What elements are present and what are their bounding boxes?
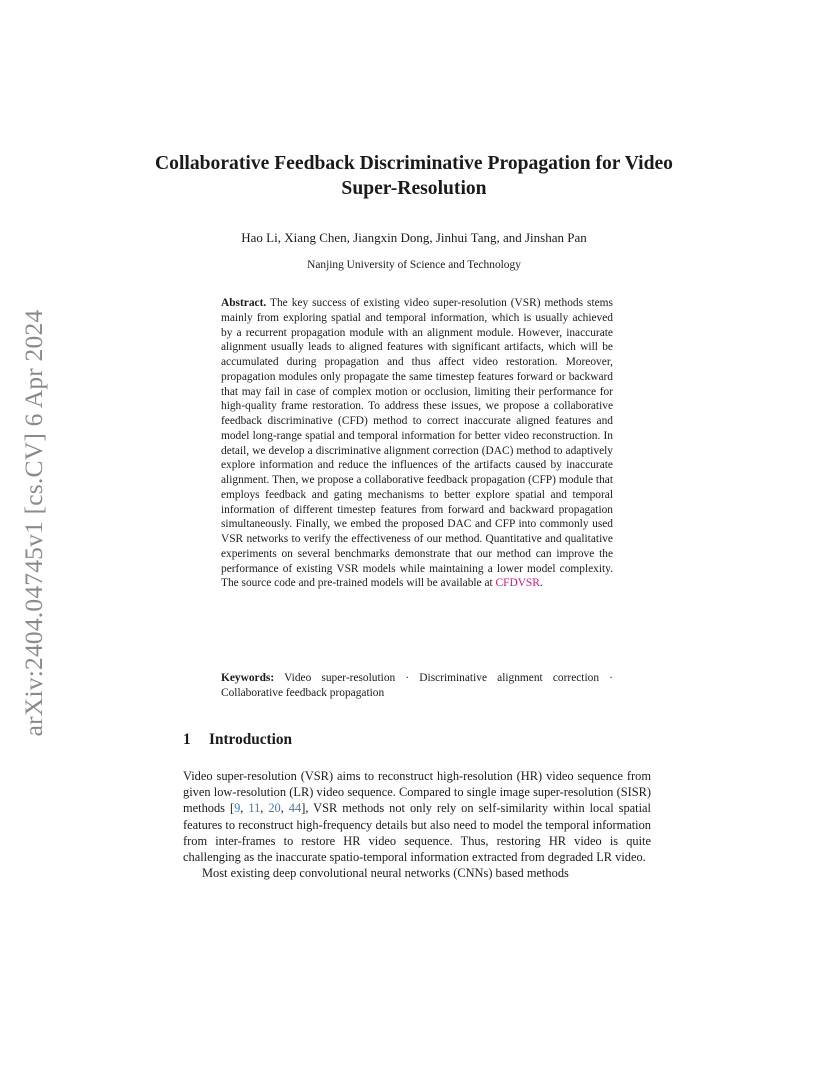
citation-link[interactable]: 20	[268, 801, 281, 816]
abstract	[221, 296, 613, 591]
intro-text-b: ], VSR methods not only rely on self-similarity within local spatial features to reconstruct high-frequency details but also need to model the temporal information from inter-frames to restore HR video sequence. Thus, restoring HR video is quite challenging as the inaccurate spatio-temporal information extracted from degraded LR video.	[183, 801, 651, 865]
intro-paragraph-2: Most existing deep convolutional neural networks (CNNs) based methods	[202, 866, 569, 881]
introduction-body	[183, 768, 651, 881]
citation-link[interactable]: 11	[248, 801, 261, 816]
abstract-end: .	[539, 577, 543, 590]
section-number: 1	[183, 731, 191, 748]
citation-link[interactable]: 44	[288, 801, 302, 816]
citation-link[interactable]: 9	[234, 801, 241, 816]
intro-paragraph-1: Video super-resolution (VSR) aims to reconstruct high-resolution (HR) video sequence from given low-resolution (LR) video sequence. Compared to single image super-resolution (SISR) methods [9, 11, 20, 44], VSR methods not only rely on self-similarity within local spatial features to reconstruct high-frequency details but also need to model the temporal information from inter-frames to restore HR video sequence. Thus, restoring HR video is quite challenging as the inaccurate spatio-temporal information extracted from degraded LR video.	[183, 769, 651, 865]
arxiv-identifier-text: arXiv:2404.04745v1 [cs.CV] 6 Apr 2024	[19, 309, 48, 736]
section-heading	[183, 731, 292, 749]
intro-text-a: Video super-resolution (VSR) aims to reconstruct high-resolution (HR) video sequence from given low-resolution (LR) video sequence. Compared to single image super-resolution (SISR) methods [	[183, 769, 651, 816]
keywords	[221, 671, 613, 701]
arxiv-identifier-stamp	[14, 290, 54, 755]
author-list: Hao Li, Xiang Chen, Jiangxin Dong, Jinhui Tang, and Jinshan Pan	[241, 230, 587, 245]
paper-title: Collaborative Feedback Discriminative Propagation for Video Super-Resolution	[155, 153, 673, 199]
keywords-label: Keywords:	[221, 672, 275, 684]
affiliation: Nanjing University of Science and Technology	[307, 259, 521, 271]
code-link[interactable]: CFDVSR	[495, 577, 540, 590]
keywords-text: Video super-resolution · Discriminative alignment correction · Collaborative feedback propagation	[221, 672, 613, 699]
abstract-label: Abstract.	[221, 297, 267, 309]
section-title: Introduction	[209, 731, 293, 748]
abstract-text: The key success of existing video super-resolution (VSR) methods stems mainly from exploring spatial and temporal information, which is usually achieved by a recurrent propagation module with an alignment module. However, inaccurate alignment usually leads to aligned features with significant artifacts, which will be accumulated during propagation and thus affect video restoration. Moreover, propagation modules only propagate the same timestep features forward or backward that may fail in case of complex motion or occlusion, limiting their performance for high-quality frame restoration. To address these issues, we propose a collaborative feedback discriminative (CFD) method to correct inaccurate aligned features and model long-range spatial and temporal information for better video reconstruction. In detail, we develop a discriminative alignment correction (DAC) method to adaptively explore information and reduce the influences of the artifacts caused by inaccurate alignment. Then, we propose a collaborative feedback propagation (CFP) module that employs feedback and gating mechanisms to better explore spatial and temporal information of different timestep features from forward and backward propagation simultaneously. Finally, we embed the proposed DAC and CFP into commonly used VSR networks to verify the effectiveness of our method. Quantitative and qualitative experiments on several benchmarks demonstrate that our method can improve the performance of existing VSR models while maintaining a lower model complexity. The source code and pre-trained models will be available at	[221, 297, 613, 590]
